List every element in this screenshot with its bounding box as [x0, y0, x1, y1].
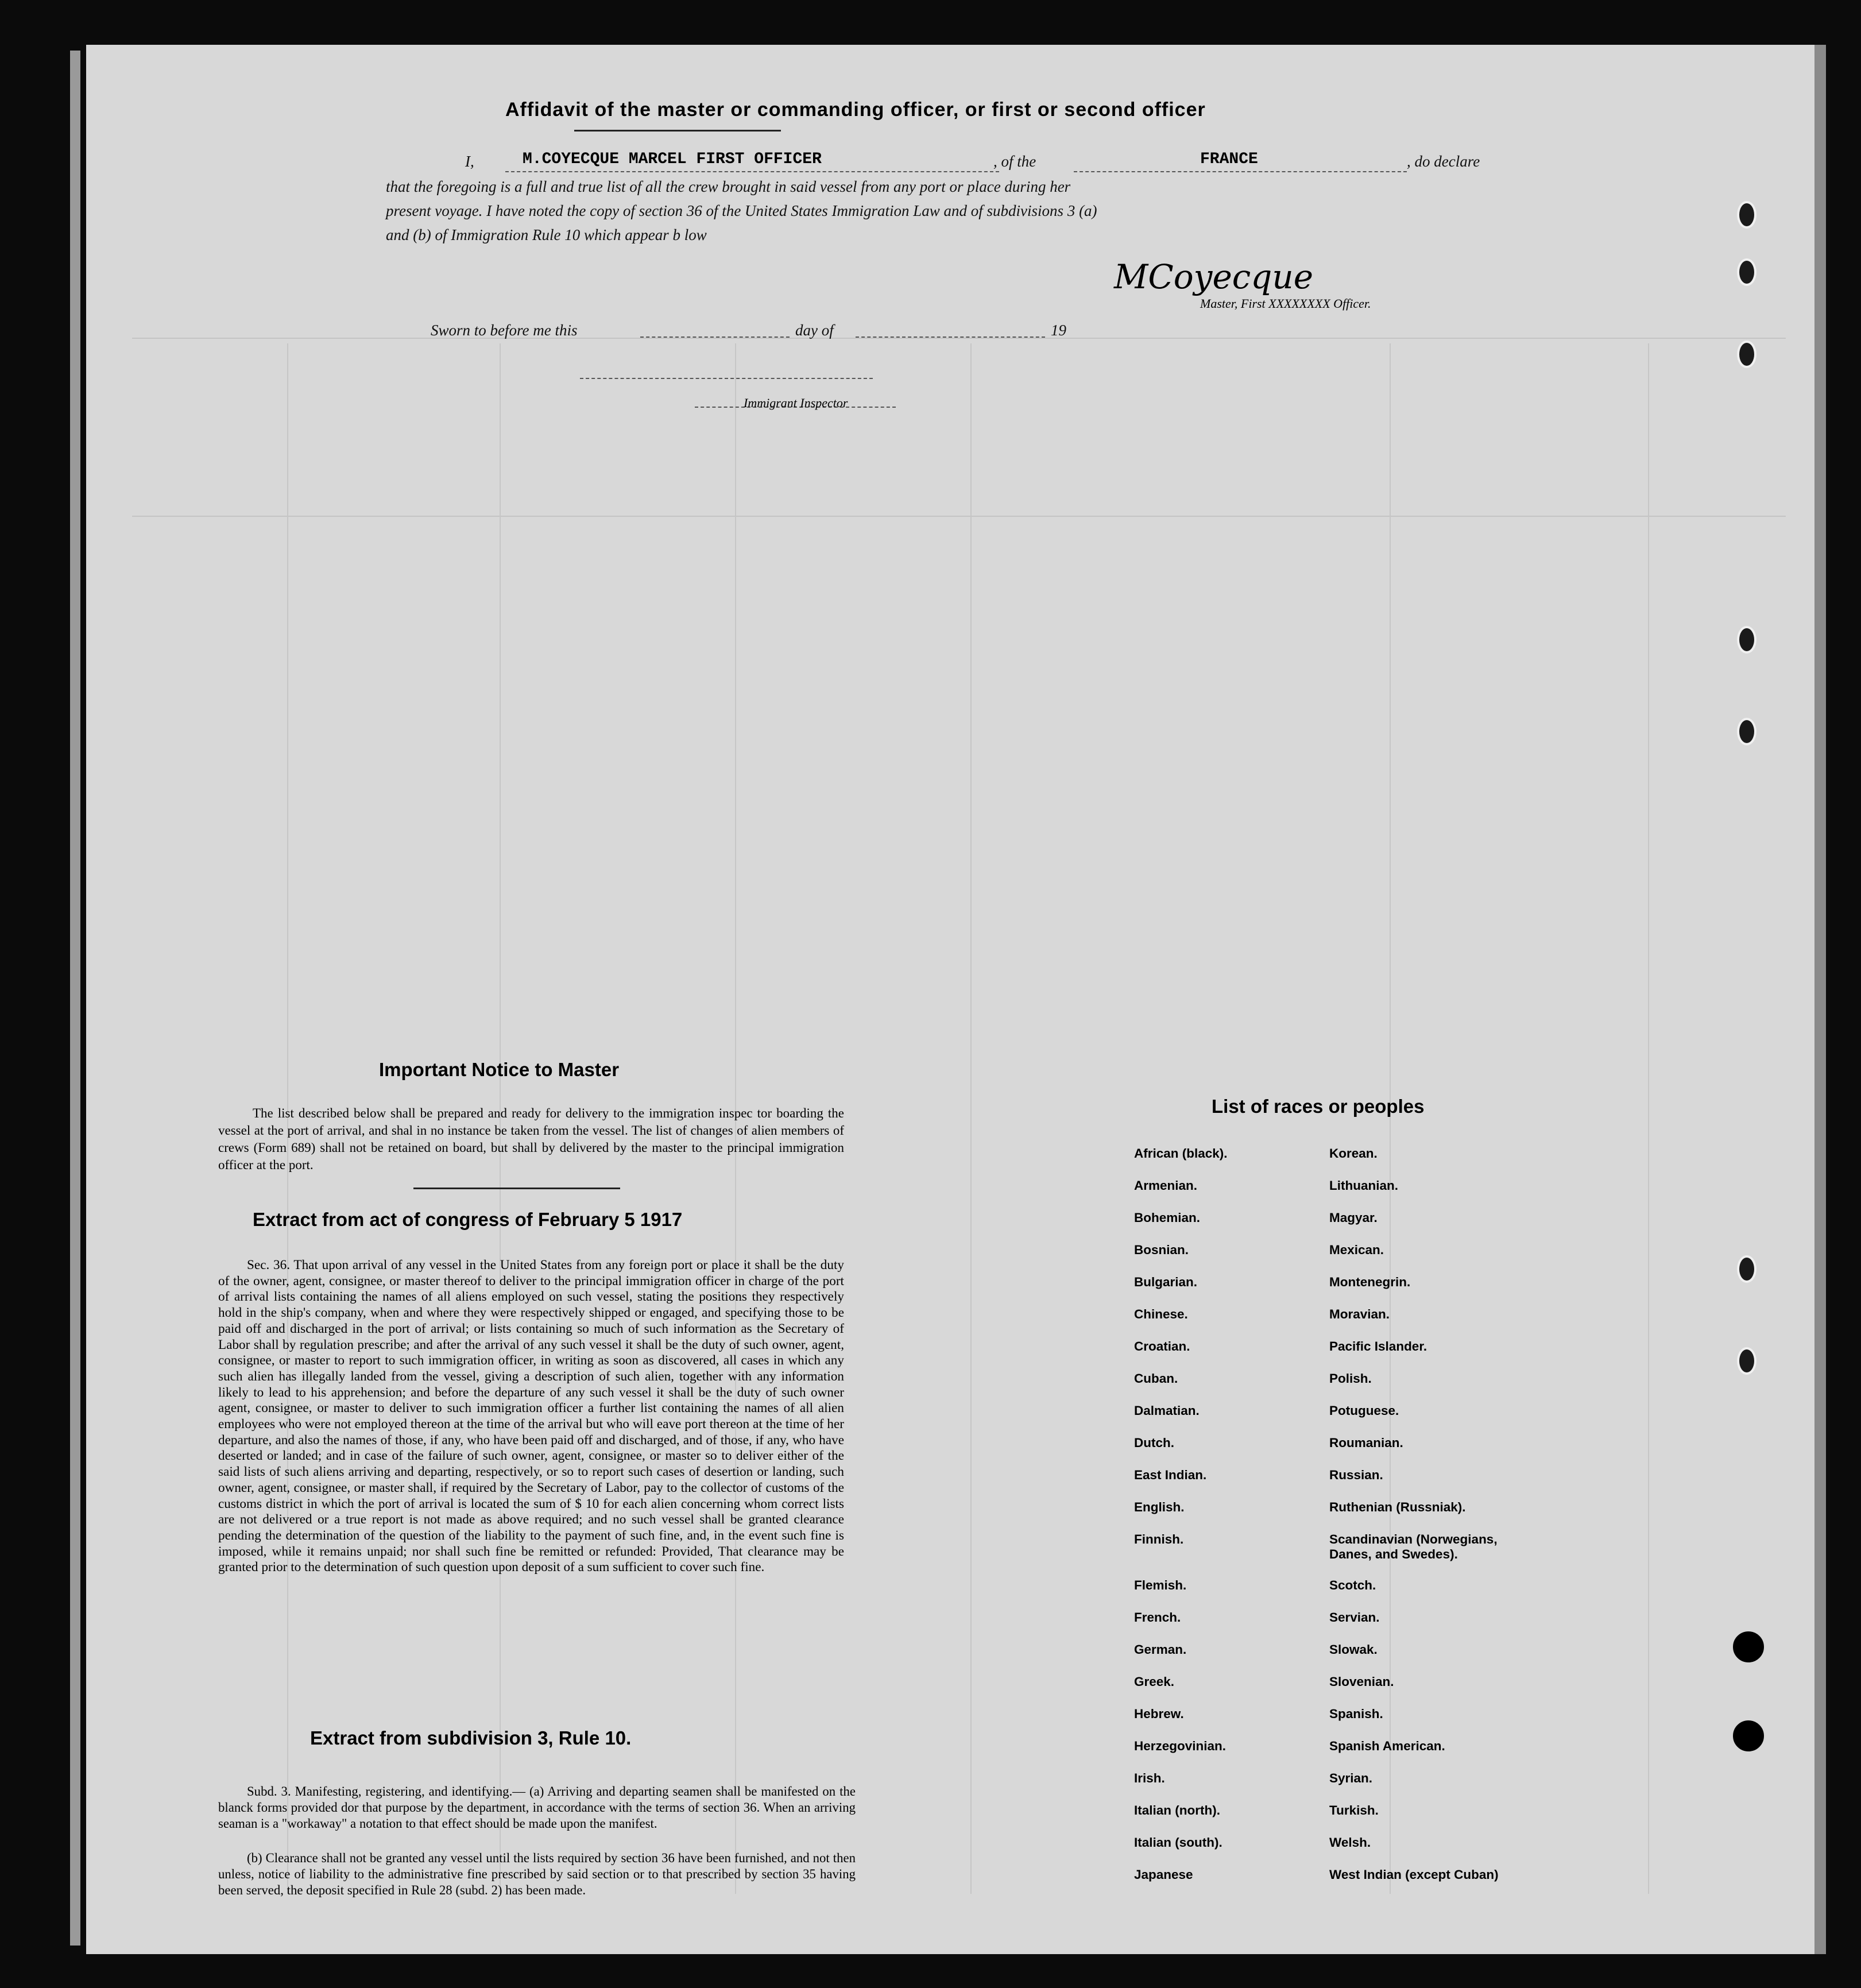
race-item: Bulgarian.: [1134, 1275, 1198, 1289]
race-item: Spanish.: [1329, 1707, 1383, 1721]
affidavit-prefix: I,: [465, 153, 474, 170]
inspector-caption: Immigrant Inspector: [744, 396, 848, 410]
punch-hole: [1737, 1255, 1756, 1283]
race-item: Magyar.: [1329, 1210, 1378, 1225]
race-item: Croatian.: [1134, 1339, 1190, 1353]
race-item: African (black).: [1134, 1146, 1228, 1161]
affidavit-line-2: that the foregoing is a full and true list of all the crew brought in said vessel from any port or place during her: [386, 178, 1071, 195]
year-text: 19: [1051, 322, 1066, 339]
punch-hole: [1737, 201, 1756, 229]
sworn-text: Sworn to before me this: [431, 322, 578, 339]
race-item: Ruthenian (Russniak).: [1329, 1500, 1466, 1514]
race-item: Montenegrin.: [1329, 1275, 1411, 1289]
race-item: Italian (north).: [1134, 1803, 1220, 1817]
race-item: Italian (south).: [1134, 1835, 1222, 1850]
divider: [413, 1188, 620, 1189]
race-item: Korean.: [1329, 1146, 1378, 1161]
vessel-name-field: FRANCE: [1200, 150, 1258, 168]
bleed-through-line: [132, 338, 1786, 339]
race-item: Dalmatian.: [1134, 1403, 1200, 1418]
divider: [574, 130, 781, 131]
race-item: Welsh.: [1329, 1835, 1371, 1850]
race-item: West Indian (except Cuban): [1329, 1867, 1499, 1882]
race-item: Bosnian.: [1134, 1243, 1189, 1257]
race-item: Irish.: [1134, 1771, 1165, 1785]
race-item: Servian.: [1329, 1610, 1380, 1625]
race-item: Herzegovinian.: [1134, 1739, 1227, 1753]
extract-act-heading: Extract from act of congress of February 5 1917: [253, 1209, 683, 1230]
race-item: Slovenian.: [1329, 1674, 1394, 1689]
affidavit-line-3: present voyage. I have noted the copy of section 36 of the United States Immigration Law and of subdivisions 3 (a): [386, 202, 1097, 219]
bleed-through-line: [132, 516, 1786, 517]
signature-caption: Master, First XXXXXXXX Officer.: [1200, 296, 1371, 311]
race-item: Polish.: [1329, 1371, 1372, 1386]
affidavit-line-1: [465, 153, 474, 171]
vessel-name-line: [1074, 171, 1407, 172]
bleed-through-column: [1648, 343, 1649, 1894]
manifest-page: [86, 45, 1826, 1954]
race-item: Potuguese.: [1329, 1403, 1399, 1418]
race-item: East Indian.: [1134, 1468, 1207, 1482]
notice-heading: Important Notice to Master: [379, 1059, 620, 1080]
race-item: Flemish.: [1134, 1578, 1187, 1592]
bleed-through-column: [1390, 343, 1391, 1894]
do-declare-text: , do declare: [1407, 153, 1480, 170]
punch-hole: [1737, 718, 1756, 745]
race-item: Syrian.: [1329, 1771, 1373, 1785]
race-item: Hebrew.: [1134, 1707, 1184, 1721]
notice-text: The list described below shall be prepared and ready for delivery to the immigration inspec tor boarding the vessel at the port of arrival, and shal in no instance be taken from the vessel. The list of changes of alien members of crews (Form 689) shall not be retained on board, but shall by delivered by the master to the principal immigration officer at the port.: [218, 1106, 844, 1172]
race-item: Dutch.: [1134, 1436, 1174, 1450]
rule-10-subd-a: Subd. 3. Manifesting, registering, and identifying.— (a) Arriving and departing seamen shall be manifested on the blanck forms provided dor that purpose by the department, in accordance with the terms of section 36. When an arriving seaman is a "workaway" a notation to that effect should be made upon the manifest.: [218, 1784, 856, 1831]
race-item: Japanese: [1134, 1867, 1193, 1882]
race-item: Armenian.: [1134, 1178, 1198, 1193]
punch-hole: [1737, 626, 1756, 653]
officer-signature: MCoyecque: [1114, 257, 1314, 296]
day-of-text: day of: [795, 322, 834, 339]
punch-hole: [1733, 1720, 1764, 1751]
punch-hole: [1737, 1347, 1756, 1375]
affidavit-title: Affidavit of the master or commanding officer, or first or second officer: [505, 99, 1206, 121]
sworn-day-line: [640, 337, 790, 338]
race-item: German.: [1134, 1642, 1187, 1657]
bleed-through-column: [970, 343, 972, 1894]
race-item: Greek.: [1134, 1674, 1175, 1689]
punch-hole: [1737, 258, 1756, 286]
punch-hole: [1737, 341, 1756, 368]
race-item: English.: [1134, 1500, 1185, 1514]
race-item: Cuban.: [1134, 1371, 1178, 1386]
races-heading: List of races or peoples: [1212, 1096, 1425, 1117]
sworn-month-line: [856, 337, 1045, 338]
race-item: Mexican.: [1329, 1243, 1384, 1257]
race-item: Slowak.: [1329, 1642, 1378, 1657]
extract-rule-heading: Extract from subdivision 3, Rule 10.: [310, 1727, 632, 1749]
race-item: Turkish.: [1329, 1803, 1379, 1817]
race-item: Spanish American.: [1329, 1739, 1445, 1753]
affidavit-line-4: and (b) of Immigration Rule 10 which appear b low: [386, 226, 707, 243]
of-the-text: , of the: [993, 153, 1036, 170]
inspector-signature-line: [580, 378, 873, 379]
race-item: Russian.: [1329, 1468, 1383, 1482]
section-36-text: Sec. 36. That upon arrival of any vessel in the United States from any foreign port or place it shall be the duty of the owner, agent, consignee, or master thereof to deliver to the principal immigration officer in charge of the port of arrival lists containing the names of all aliens employed on such vessel, stating the positions they respectively hold in the ship's company, when and where they were respectively shipped or engaged, and specifying those to be paid off and discharged in the port of arrival; or lists containing so much of such information as the Secretary of Labor shall by regulation prescribe; and after the arrival of any such vessel it shall be the duty of such owner, agent, consignee, or master to report to such immigration officer, in writing as soon as discovered, all cases in which any such alien has illegally landed from the vessel, giving a description of such alien, together with any information likely to lead to his apprehension; and before the departure of any such vessel it shall be the duty of such owner agent, consignee, or master to deliver to such immigration officer a further list containing the names of all alien employees who were not employed thereon at the time of the arrival but who will eave port thereon at the time of her departure, and also the names of those, if any, who have been paid off and discharged, and of those, if any, who have deserted or landed; and in case of the failure of such owner, agent, consignee, or master so to deliver either of the said lists of such aliens arriving and departing, respectively, or so to report such cases of desertion or landing, such owner, agent, consignee, or master shall, if required by the Secretary of Labor, pay to the collector of customs of the customs district in which the port of arrival is located the sum of $ 10 for each alien concerning whom correct lists are not delivered or a true report is not made as above required; and no such vessel shall be granted clearance pending the determination of the question of the liability to the payment of such fine, and, in the event such fine is imposed, while it remains unpaid; nor shall such fine be remitted or refunded: Provided, That clearance may be granted prior to the determination of such question upon deposit of a sum sufficient to cover such fine.: [218, 1258, 844, 1575]
race-item: Lithuanian.: [1329, 1178, 1398, 1193]
punch-hole: [1733, 1631, 1764, 1662]
race-item: Finnish.: [1134, 1532, 1184, 1546]
rule-10-subd-b: (b) Clearance shall not be granted any vessel until the lists required by section 36 have been furnished, and not then unless, notice of liability to the administrative fine prescribed by said section or to that prescribed by section 35 having been served, the deposit specified in Rule 28 (subd. 2) has been made.: [218, 1851, 856, 1897]
race-item: Roumanian.: [1329, 1436, 1403, 1450]
race-item: Scandinavian (Norwegians, Danes, and Swedes).: [1329, 1532, 1498, 1561]
race-item: Pacific Islander.: [1329, 1339, 1427, 1353]
race-item: French.: [1134, 1610, 1181, 1625]
race-item: Chinese.: [1134, 1307, 1188, 1321]
officer-name-line: [505, 171, 999, 172]
officer-name-field: M.COYECQUE MARCEL FIRST OFFICER: [523, 150, 822, 168]
race-item: Scotch.: [1329, 1578, 1376, 1592]
race-item: Bohemian.: [1134, 1210, 1201, 1225]
race-item: Moravian.: [1329, 1307, 1390, 1321]
